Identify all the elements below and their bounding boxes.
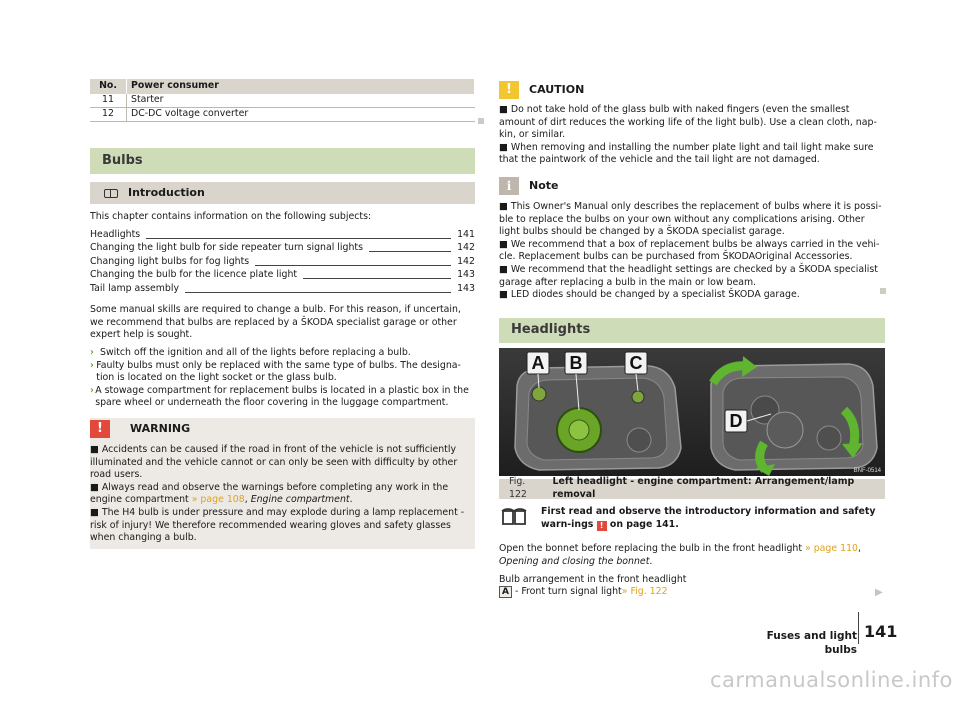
toc-leader <box>369 251 451 252</box>
table-cell: 11 <box>90 94 127 108</box>
book-icon <box>501 507 527 527</box>
warning-text <box>90 444 472 545</box>
toc-leader <box>255 265 451 266</box>
item-label-box: A <box>499 586 512 598</box>
warning-icon: ! <box>90 420 110 438</box>
caution-item: ■ When removing and installing the number plate light and tail light make sure that the paintwork of the vehicle and the tail light are not damaged. <box>499 141 874 166</box>
first-read-page[interactable]: on page 141. <box>609 518 679 530</box>
figure-label-d: D <box>729 411 743 431</box>
page-link[interactable]: » Fig. 122 <box>621 586 668 597</box>
toc-leader <box>303 278 451 279</box>
bulb-arrangement-title: Bulb arrangement in the front headlight <box>499 574 687 585</box>
toc-page: 143 <box>457 283 475 294</box>
toc-item[interactable] <box>90 229 475 242</box>
punctuation: , <box>858 543 862 554</box>
caution-icon: ! <box>499 81 519 99</box>
note-item: ■ This Owner's Manual only describes the replacement of bulbs where it is possi-ble to replace the bulbs on your own without any complications arising. Other light bulbs should be changed by a ŠKODA specialist garage. <box>499 201 882 238</box>
toc-page: 141 <box>457 229 475 240</box>
warning-item-text: Always read and observe the warnings before completing any work in the engine compartment <box>90 481 449 506</box>
table-cell: Starter <box>127 94 475 108</box>
toc-item[interactable] <box>90 242 475 255</box>
table-cell: DC-DC voltage converter <box>127 108 475 122</box>
figure-code: BNF-0514 <box>853 468 881 474</box>
bonnet-italic: Opening and closing the bonnet <box>499 555 650 567</box>
table-cell: 12 <box>90 108 127 122</box>
bullet-text: A stowage compartment for replacement bulbs is located in a plastic box in the spare wheel or underneath the floor covering in the luggage compartment. <box>95 384 469 409</box>
bullet-text: Faulty bulbs must only be replaced with the same type of bulbs. The designa-tion is located on the light socket or the glass bulb. <box>96 359 461 384</box>
intro-text: This chapter contains information on the following subjects: <box>90 211 372 222</box>
figure-caption <box>499 476 885 500</box>
warning-header <box>90 418 475 440</box>
toc-page: 143 <box>457 269 475 280</box>
watermark: carmanualsonline.info <box>710 668 953 692</box>
note-item-text: We recommend that the headlight settings are checked by a ŠKODA specialist garage after replacing a bulb in the main or low beam. <box>499 263 878 288</box>
table-row <box>90 108 475 122</box>
toc-label: Changing the bulb for the licence plate light <box>90 269 298 280</box>
power-consumer-table <box>90 79 475 122</box>
warning-title: WARNING <box>130 421 191 435</box>
note-item-text: We recommend that a box of replacement bulbs be always carried in the vehi-cle. Replacement bulbs can be purchased from ŠKODAOriginal Accessories. <box>499 238 880 263</box>
caution-item: ■ Do not take hold of the glass bulb with naked fingers (even the smallest amount of dirt reduces the working life of the light bulb). Use a clean cloth, nap-kin, or similar. <box>499 104 877 141</box>
bonnet-text: Open the bonnet before replacing the bulb in the front headlight <box>499 543 806 554</box>
toc-leader <box>185 292 451 293</box>
toc-leader <box>146 238 451 239</box>
figure-label-b: B <box>569 353 583 373</box>
table-row <box>90 94 475 108</box>
caution-item-text: When removing and installing the number plate light and tail light make sure that the paintwork of the vehicle and the tail light are not damaged. <box>499 141 874 166</box>
intro-heading <box>90 182 475 204</box>
toc-label: Changing the light bulb for side repeater turn signal lights <box>90 242 363 253</box>
toc-item[interactable] <box>90 256 475 269</box>
note-title: Note <box>529 178 559 192</box>
warning-icon: ! <box>597 521 607 531</box>
intro-title: Introduction <box>128 185 205 199</box>
toc-item[interactable] <box>90 283 475 296</box>
punctuation: . <box>349 494 353 506</box>
toc-item[interactable] <box>90 269 475 282</box>
figure-caption-text: Left headlight - engine compartment: Arrangement/lamp removal <box>552 476 855 500</box>
headlight-illustration <box>499 348 885 476</box>
intro-paragraph: Some manual skills are required to change a bulb. For this reason, if uncertain, we recommend that bulbs are replaced by a ŠKODA specialist garage or other expert help is sought. <box>90 304 461 341</box>
arrow-icon: › <box>90 384 94 396</box>
toc-label: Headlights <box>90 229 141 240</box>
warning-item: ■ Accidents can be caused if the road in front of the vehicle is not sufficiently illuminated and the vehicle cannot or can only be seen with difficulty by other road users. <box>90 444 458 481</box>
figure-label-c: C <box>629 353 643 373</box>
page-link[interactable]: » page 110 <box>805 543 859 554</box>
arrow-icon: › <box>90 359 94 371</box>
first-read-notice <box>541 506 881 531</box>
table-header-no: No. <box>90 79 127 94</box>
note-item: ■ LED diodes should be changed by a specialist ŠKODA garage. <box>499 289 800 301</box>
warning-box <box>90 418 475 549</box>
note-header <box>499 176 885 196</box>
section-heading-headlights: Headlights <box>499 318 885 343</box>
headlight-figure <box>499 348 885 476</box>
caution-title: CAUTION <box>529 82 585 96</box>
note-item-text: This Owner's Manual only describes the replacement of bulbs where it is possi-ble to replace the bulbs on your own without any complications arising. Other light bulbs should be changed by a ŠKODA specialist garage. <box>499 201 882 238</box>
bonnet-paragraph <box>499 543 885 568</box>
section-end-mark <box>880 288 886 294</box>
continue-arrow-icon: ▶ <box>875 587 883 598</box>
section-heading-bulbs: Bulbs <box>90 148 475 174</box>
page-link[interactable]: » page 108 <box>191 494 245 506</box>
punctuation: . <box>649 555 653 567</box>
warning-item: ■ The H4 bulb is under pressure and may explode during a lamp replacement - risk of injury! We therefore recommended wearing gloves and safety glasses when changing a bulb. <box>90 506 465 544</box>
footer-title-text: Fuses and light bulbs <box>766 630 857 656</box>
book-icon <box>104 189 118 198</box>
section-end-mark <box>478 118 484 124</box>
caution-header <box>499 79 885 101</box>
bullet-text: Switch off the ignition and all of the lights before replacing a bulb. <box>100 347 411 358</box>
bullet-item <box>90 347 475 410</box>
figure-label-a: A <box>531 353 545 373</box>
toc-page: 142 <box>457 242 475 253</box>
first-read-text: First read and observe the introductory information and safety warn-ings <box>541 506 876 530</box>
arrow-icon: › <box>90 347 94 358</box>
note-item: ■ We recommend that the headlight settings are checked by a ŠKODA specialist garage after replacing a bulb in the main or low beam. <box>499 263 878 288</box>
caution-item-text: Do not take hold of the glass bulb with naked fingers (even the smallest amount of dirt reduces the working life of the light bulb). Use a clean cloth, nap-kin, or similar. <box>499 104 877 141</box>
toc-page: 142 <box>457 256 475 267</box>
footer-title <box>745 630 857 657</box>
table-header-consumer: Power consumer <box>127 79 475 94</box>
info-icon: i <box>499 177 519 195</box>
caution-text <box>499 104 883 167</box>
warning-item-text: The H4 bulb is under pressure and may explode during a lamp replacement - risk of injury! We therefore recommended wearing gloves and safety glasses when changing a bulb. <box>90 506 465 544</box>
note-item: ■ We recommend that a box of replacement bulbs be always carried in the vehi-cle. Replacement bulbs can be purchased from ŠKODAOriginal Accessories. <box>499 238 880 263</box>
warning-item-italic: Engine compartment <box>250 494 350 506</box>
note-text <box>499 201 885 302</box>
footer-divider <box>858 612 859 644</box>
item-text: - Front turn signal light <box>514 586 622 597</box>
warning-item: ■ Always read and observe the warnings before completing any work in the engine compartment » page 108, Engine compartment. <box>90 481 449 506</box>
warning-item-text: Accidents can be caused if the road in front of the vehicle is not sufficiently illuminated and the vehicle cannot or can only be seen with difficulty by other road users. <box>90 444 458 481</box>
bulb-arrangement-item <box>499 586 885 599</box>
toc-label: Changing light bulbs for fog lights <box>90 256 250 267</box>
figure-number: Fig. 122 <box>509 476 527 500</box>
toc-label: Tail lamp assembly <box>90 283 180 294</box>
note-item-text: LED diodes should be changed by a specialist ŠKODA garage. <box>510 289 800 301</box>
page-number: 141 <box>864 622 898 641</box>
